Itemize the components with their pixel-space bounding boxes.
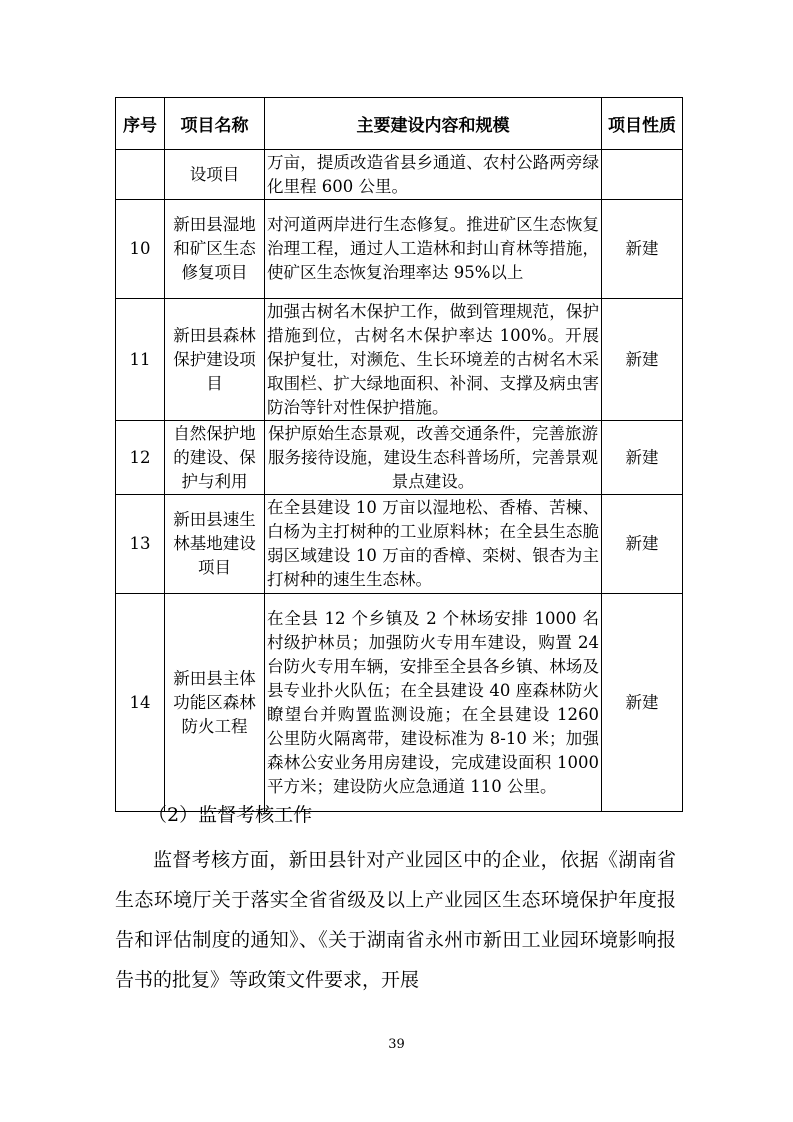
row-name-text: 自然保护地的建设、保护与利用: [173, 423, 256, 491]
section-heading: （2）监督考核工作: [148, 804, 313, 826]
table-row: [116, 200, 683, 299]
header-name: 项目名称: [165, 98, 265, 150]
row-name-text: 设项目: [189, 164, 240, 184]
row-content: 万亩，提质改造省县乡通道、农村公路两旁绿化里程 600 公里。: [265, 150, 602, 200]
row-type: 新建: [602, 594, 683, 812]
row-no: 13: [116, 495, 165, 594]
row-name-text: 新田县主体功能区森林防火工程: [173, 668, 256, 736]
row-name: [165, 200, 265, 299]
row-content: 对河道两岸进行生态修复。推进矿区生态恢复治理工程，通过人工造林和封山育林等措施，使矿区生态恢复治理率达 95%以上: [265, 200, 602, 299]
header-no: 序号: [116, 98, 165, 150]
row-name: [165, 299, 265, 421]
row-no: 12: [116, 421, 165, 495]
row-name: [165, 495, 265, 594]
body-paragraph: 监督考核方面，新田县针对产业园区中的企业，依据《湖南省生态环境厅关于落实全省省级及以上产业园区生态环境保护年度报告和评估制度的通知》、《关于湖南省永州市新田工业园环境影响报告书的批复》等政策文件要求，开展: [115, 849, 676, 991]
row-no: 14: [116, 594, 165, 812]
row-content: 加强古树名木保护工作，做到管理规范，保护措施到位，古树名木保护率达 100%。开展保护复壮，对濒危、生长环境差的古树名木采取围栏、扩大绿地面积、补洞、支撑及病虫害防治等针对性保护措施。: [265, 299, 602, 421]
header-content: 主要建设内容和规模: [265, 98, 602, 150]
table-row: [116, 150, 683, 200]
row-name: [165, 421, 265, 495]
row-type: 新建: [602, 495, 683, 594]
table-header-row: [116, 98, 683, 150]
row-content: 保护原始生态景观，改善交通条件，完善旅游服务接待设施，建设生态科普场所，完善景观景点建设。: [265, 421, 602, 495]
row-type: 新建: [602, 200, 683, 299]
page-number: 39: [388, 1037, 405, 1052]
project-table: [115, 97, 683, 812]
row-name-text: 新田县湿地和矿区生态修复项目: [173, 215, 256, 282]
row-type: 新建: [602, 421, 683, 495]
row-name: [165, 150, 265, 200]
table-row: [116, 299, 683, 421]
table-row: [116, 594, 683, 812]
row-name-text: 新田县速生林基地建设项目: [173, 510, 256, 577]
row-no: [116, 150, 165, 200]
row-type: 新建: [602, 299, 683, 421]
row-no: 10: [116, 200, 165, 299]
row-no: 11: [116, 299, 165, 421]
table-row: [116, 421, 683, 495]
table-row: [116, 495, 683, 594]
row-name: [165, 594, 265, 812]
row-name-text: 新田县森林保护建设项目: [173, 325, 256, 393]
row-content: 在全县 12 个乡镇及 2 个林场安排 1000 名村级护林员；加强防火专用车建设，购置 24 台防火专用车辆，安排至全县各乡镇、林场及县专业扑火队伍；在全县建设 40 座森林防火瞭望台并购置监测设施；在全县建设 1260 公里防火隔离带，建设标准为 8-10 米；加强森林公安业务用房建设，完成建设面积 1000 平方米；建设防火应急通道 110 公里。: [265, 594, 602, 812]
header-type: 项目性质: [602, 98, 683, 150]
row-content: 在全县建设 10 万亩以湿地松、香椿、苦楝、白杨为主打树种的工业原料林；在全县生态脆弱区域建设 10 万亩的香樟、栾树、银杏为主打树种的速生生态林。: [265, 495, 602, 594]
row-type: [602, 150, 683, 200]
